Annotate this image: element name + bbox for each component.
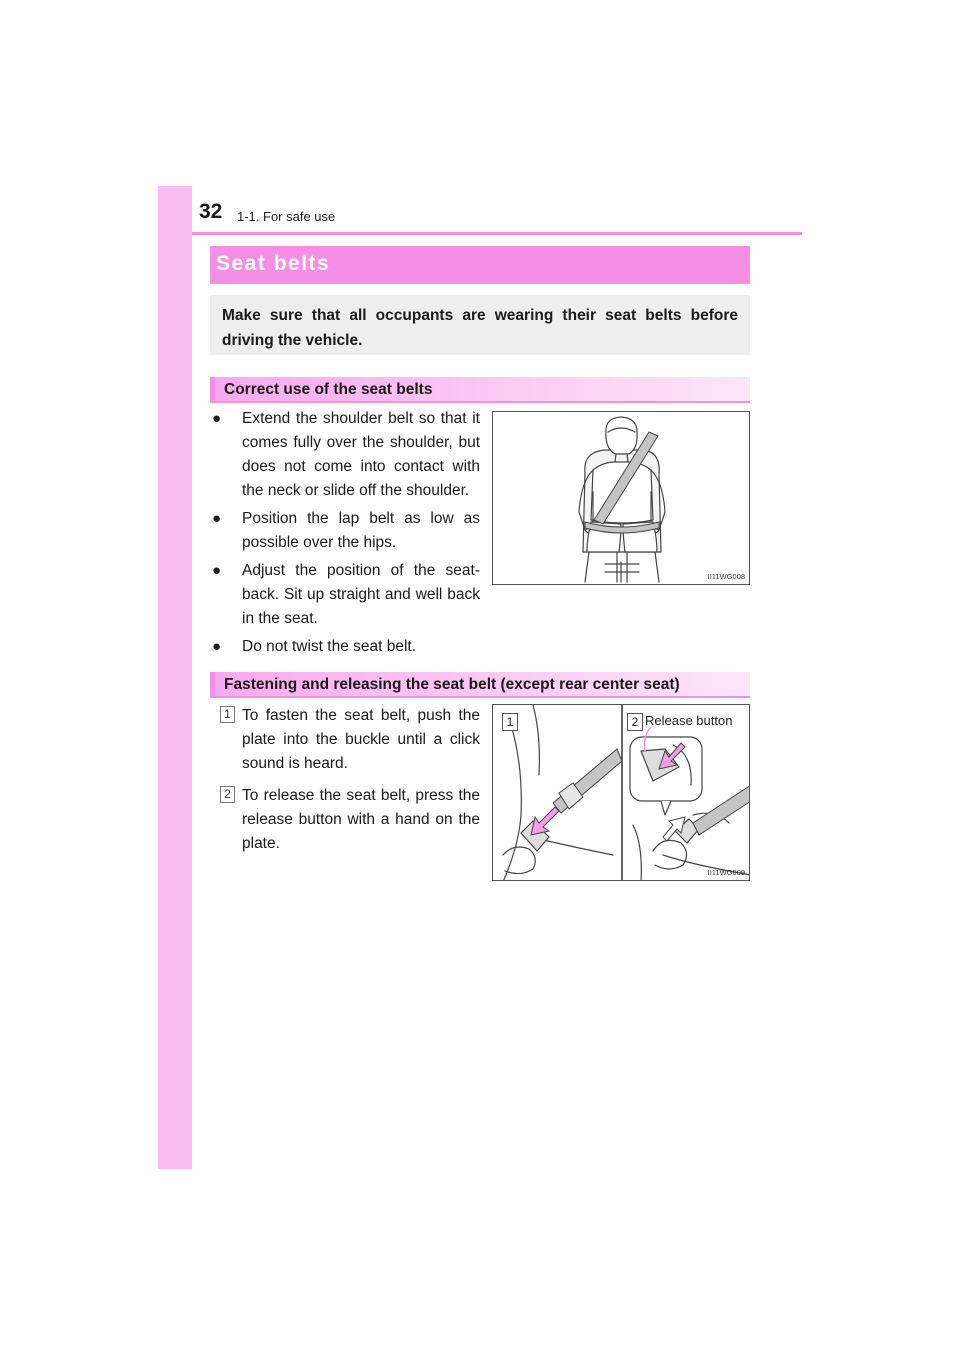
section-label: 1-1. For safe use	[237, 209, 336, 224]
intro-box: Make sure that all occupants are wearing their seat belts before driving the vehicle.	[210, 295, 750, 355]
list-item	[212, 704, 480, 776]
figure-code: II11WG009	[707, 868, 745, 877]
list-item: ● Adjust the position of the seat-back. Sit up straight and well back in the seat.	[212, 559, 480, 631]
header-rule	[192, 232, 802, 235]
heading-correct-use: Correct use of the seat belts	[210, 377, 750, 403]
step-text: To release the seat belt, press the release button with a hand on the plate.	[242, 787, 480, 852]
fastening-steps	[212, 704, 480, 864]
list-item: ● Position the lap belt as low as possible over the hips.	[212, 507, 480, 555]
correct-use-list	[212, 407, 480, 663]
step-number-badge: 2	[220, 786, 235, 803]
figure-code: II11WG008	[707, 572, 745, 581]
bullet-icon: ●	[212, 562, 222, 579]
bullet-icon: ●	[212, 638, 222, 655]
step-text: To fasten the seat belt, push the plate into the buckle until a click sound is heard.	[242, 707, 480, 772]
seated-person-illustration	[493, 412, 750, 585]
release-button-label: Release button	[645, 713, 733, 728]
bullet-icon: ●	[212, 510, 222, 527]
side-color-strip	[158, 186, 192, 1169]
list-item: ● Do not twist the seat belt.	[212, 635, 480, 659]
figure-seated-person	[492, 411, 750, 585]
buckle-illustration	[493, 705, 750, 881]
title-bar	[210, 246, 750, 284]
figure-buckle	[492, 704, 750, 881]
list-item	[212, 784, 480, 856]
callout-1: 1	[502, 713, 518, 731]
list-item: ● Extend the shoulder belt so that it comes fully over the shoulder, but does not come into contact with the neck or slide off the shoulder.	[212, 407, 480, 503]
bullet-icon: ●	[212, 410, 222, 427]
callout-2: 2	[627, 713, 643, 731]
page-title: Seat belts	[216, 252, 331, 275]
step-number-badge: 1	[220, 706, 235, 723]
page-number: 32	[199, 200, 223, 223]
heading-fastening: Fastening and releasing the seat belt (except rear center seat)	[210, 672, 750, 698]
